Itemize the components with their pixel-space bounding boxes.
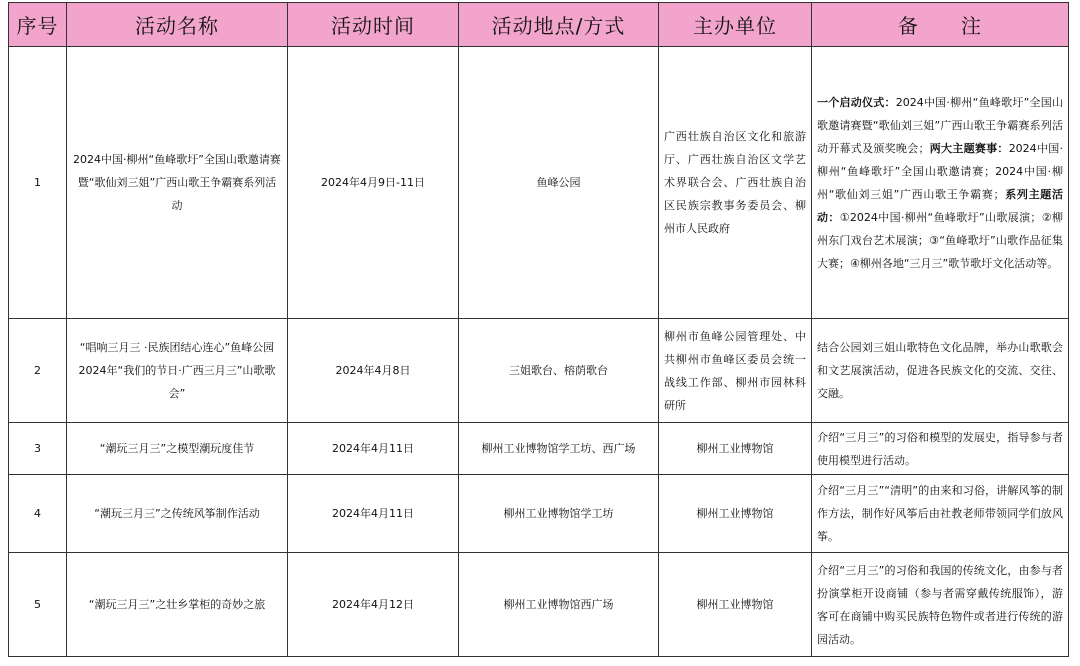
- cell-no: 1: [9, 47, 67, 319]
- cell-name: “唱响三月三 ·民族团结心连心”鱼峰公园2024年“我们的节日·广西三月三”山歌歌会”: [67, 319, 288, 423]
- cell-host: 广西壮族自治区文化和旅游厅、广西壮族自治区文学艺术界联合会、广西壮族自治区民族宗教事务委员会、柳州市人民政府: [659, 47, 812, 319]
- note-text: 2024中国·柳州“鱼峰歌圩”全国山歌邀请赛暨“歌仙刘三姐”广西山歌王争霸赛系列活动开幕式及颁奖晚会；: [817, 95, 1063, 155]
- cell-name: “潮玩三月三”之壮乡掌柜的奇妙之旅: [67, 553, 288, 657]
- note-text: ①2024中国·柳州“鱼峰歌圩”山歌展演；②柳州东门戏台艺术展演；③“鱼峰歌圩”山歌作品征集大赛；④柳州各地“三月三”歌节歌圩文化活动等。: [817, 210, 1063, 270]
- header-host: 主办单位: [659, 3, 812, 47]
- note-label: 系列主题活动：: [817, 187, 1063, 224]
- cell-note: 介绍“三月三”的习俗和模型的发展史，指导参与者使用模型进行活动。: [812, 423, 1069, 475]
- cell-place: 三姐歌台、榕荫歌台: [459, 319, 659, 423]
- header-row: [9, 3, 1069, 47]
- cell-host: 柳州市鱼峰公园管理处、中共柳州市鱼峰区委员会统一战线工作部、柳州市园林科研所: [659, 319, 812, 423]
- header-name: 活动名称: [67, 3, 288, 47]
- cell-no: 5: [9, 553, 67, 657]
- note-text: 2024中国·柳州“鱼峰歌圩”全国山歌邀请赛；2024中国·柳州“歌仙刘三姐”广西山歌王争霸赛；: [817, 141, 1064, 201]
- cell-place: 柳州工业博物馆学工坊、西广场: [459, 423, 659, 475]
- cell-time: 2024年4月12日: [288, 553, 459, 657]
- cell-name: “潮玩三月三”之传统风筝制作活动: [67, 475, 288, 553]
- cell-time: 2024年4月9日-11日: [288, 47, 459, 319]
- cell-host: 柳州工业博物馆: [659, 553, 812, 657]
- cell-note: 介绍“三月三”“清明”的由来和习俗，讲解风筝的制作方法，制作好风筝后由社教老师带领同学们放风筝。: [812, 475, 1069, 553]
- header-place: 活动地点/方式: [459, 3, 659, 47]
- cell-host: 柳州工业博物馆: [659, 475, 812, 553]
- cell-name: 2024中国·柳州“鱼峰歌圩”全国山歌邀请赛暨“歌仙刘三姐”广西山歌王争霸赛系列活动: [67, 47, 288, 319]
- cell-note: [812, 47, 1069, 319]
- table-row: [9, 475, 1069, 553]
- cell-note: 介绍“三月三”的习俗和我国的传统文化，由参与者扮演掌柜开设商铺（参与者需穿戴传统服饰），游客可在商铺中购买民族特色物件或者进行传统的游园活动。: [812, 553, 1069, 657]
- table-row: [9, 319, 1069, 423]
- header-time: 活动时间: [288, 3, 459, 47]
- note-label: 一个启动仪式：: [817, 95, 896, 109]
- cell-time: 2024年4月11日: [288, 423, 459, 475]
- note-label: 两大主题赛事：: [929, 141, 1009, 155]
- cell-place: 柳州工业博物馆学工坊: [459, 475, 659, 553]
- cell-place: 柳州工业博物馆西广场: [459, 553, 659, 657]
- table-row: [9, 47, 1069, 319]
- cell-time: 2024年4月8日: [288, 319, 459, 423]
- cell-no: 3: [9, 423, 67, 475]
- cell-no: 4: [9, 475, 67, 553]
- header-no: 序号: [9, 3, 67, 47]
- cell-time: 2024年4月11日: [288, 475, 459, 553]
- cell-place: 鱼峰公园: [459, 47, 659, 319]
- cell-note: 结合公园刘三姐山歌特色文化品牌，举办山歌歌会和文艺展演活动，促进各民族文化的交流、交往、交融。: [812, 319, 1069, 423]
- activity-table: [8, 2, 1069, 657]
- cell-name: “潮玩三月三”之模型潮玩度佳节: [67, 423, 288, 475]
- header-note: 备 注: [812, 3, 1069, 47]
- table-row: [9, 423, 1069, 475]
- cell-no: 2: [9, 319, 67, 423]
- table-row: [9, 553, 1069, 657]
- cell-host: 柳州工业博物馆: [659, 423, 812, 475]
